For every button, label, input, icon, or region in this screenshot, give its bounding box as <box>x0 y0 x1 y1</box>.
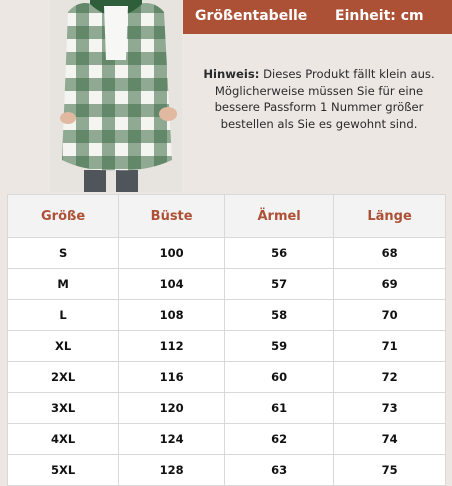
header-bar <box>183 0 452 34</box>
table-row <box>8 269 446 300</box>
size-cell: 4XL <box>8 424 119 455</box>
sleeve-cell: 61 <box>225 393 334 424</box>
length-cell: 72 <box>334 362 446 393</box>
table-row <box>8 331 446 362</box>
bust-cell: 128 <box>119 455 225 486</box>
length-cell: 68 <box>334 238 446 269</box>
bust-cell: 116 <box>119 362 225 393</box>
table-row <box>8 362 446 393</box>
bust-cell: 104 <box>119 269 225 300</box>
size-cell: XL <box>8 331 119 362</box>
size-cell: 3XL <box>8 393 119 424</box>
table-header-row <box>8 195 446 238</box>
table-row <box>8 238 446 269</box>
bust-cell: 124 <box>119 424 225 455</box>
size-cell: 5XL <box>8 455 119 486</box>
column-header-bust: Büste <box>119 195 225 238</box>
sleeve-cell: 59 <box>225 331 334 362</box>
sleeve-cell: 58 <box>225 300 334 331</box>
bust-cell: 120 <box>119 393 225 424</box>
product-photo <box>50 0 182 192</box>
sleeve-cell: 57 <box>225 269 334 300</box>
hint-label: Hinweis: <box>203 67 260 81</box>
column-header-length: Länge <box>334 195 446 238</box>
size-table <box>7 194 446 486</box>
column-header-sleeve: Ärmel <box>225 195 334 238</box>
length-cell: 73 <box>334 393 446 424</box>
length-cell: 74 <box>334 424 446 455</box>
length-cell: 69 <box>334 269 446 300</box>
sleeve-cell: 63 <box>225 455 334 486</box>
table-row <box>8 300 446 331</box>
length-cell: 70 <box>334 300 446 331</box>
length-cell: 75 <box>334 455 446 486</box>
size-cell: L <box>8 300 119 331</box>
size-chart-title: Größentabelle <box>195 8 308 24</box>
size-cell: M <box>8 269 119 300</box>
size-cell: S <box>8 238 119 269</box>
bust-cell: 108 <box>119 300 225 331</box>
table-row <box>8 424 446 455</box>
sleeve-cell: 56 <box>225 238 334 269</box>
sleeve-cell: 62 <box>225 424 334 455</box>
size-cell: 2XL <box>8 362 119 393</box>
bust-cell: 100 <box>119 238 225 269</box>
hint-text: Dieses Produkt fällt klein aus. Möglicherweise müssen Sie für eine bessere Passform 1 Nummer größer bestellen als Sie es gewohnt sind. <box>214 67 435 131</box>
length-cell: 71 <box>334 331 446 362</box>
plaid-jacket-image <box>50 0 182 192</box>
unit-label: Einheit: cm <box>335 8 424 24</box>
table-row <box>8 455 446 486</box>
hint-note <box>199 66 439 132</box>
sleeve-cell: 60 <box>225 362 334 393</box>
table-row <box>8 393 446 424</box>
column-header-size: Größe <box>8 195 119 238</box>
bust-cell: 112 <box>119 331 225 362</box>
